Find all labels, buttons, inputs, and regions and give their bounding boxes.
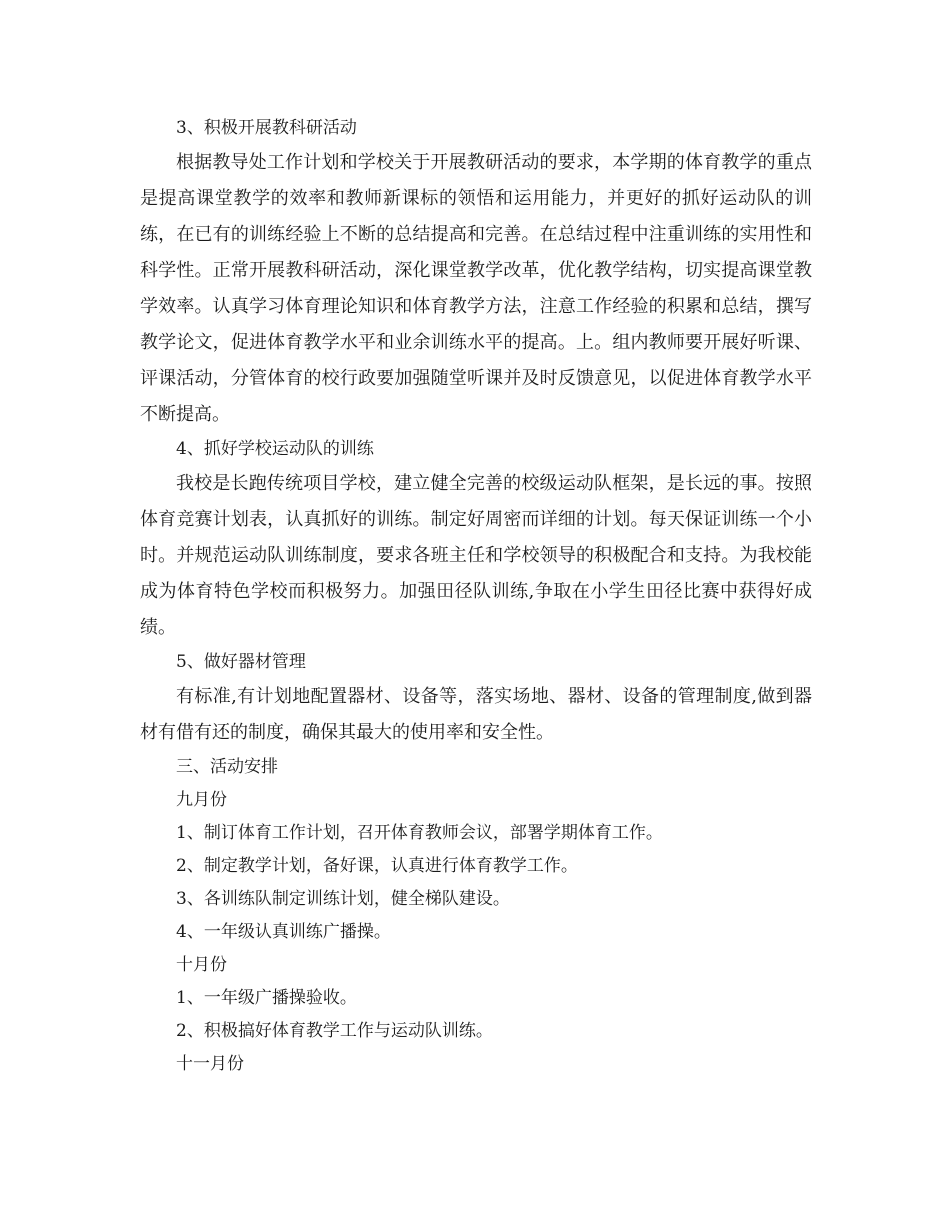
section-5-paragraph: 有标准,有计划地配置器材、设备等，落实场地、器材、设备的管理制度,做到器材有借有还的制度，确保其最大的使用率和安全性。 bbox=[140, 686, 812, 743]
list-item: 1、一年级广播操验收。 bbox=[176, 988, 357, 1008]
section-5-heading: 5、做好器材管理 bbox=[176, 652, 306, 672]
list-item: 3、各训练队制定训练计划，健全梯队建设。 bbox=[176, 889, 510, 909]
section-3-paragraph: 根据教导处工作计划和学校关于开展教研活动的要求，本学期的体育教学的重点是提高课堂教学的效率和教师新课标的领悟和运用能力，并更好的抓好运动队的训练，在已有的训练经验上不断的总结提高和完善。在总结过程中注重训练的实用性和科学性。正常开展教科研活动，深化课堂教学改革，优化教学结构，切实提高课堂教学效率。认真学习体育理论知识和体育教学方法，注意工作经验的积累和总结，撰写教学论文，促进体育教学水平和业余训练水平的提高。上。组内教师要开展好听课、评课活动，分管体育的校行政要加强随堂听课并及时反馈意见，以促进体育教学水平不断提高。 bbox=[140, 152, 812, 425]
part-3-heading: 三、活动安排 bbox=[176, 757, 278, 777]
list-item: 2、制定教学计划，备好课，认真进行体育教学工作。 bbox=[176, 856, 578, 876]
section-4-heading: 4、抓好学校运动队的训练 bbox=[176, 439, 374, 459]
list-item: 4、一年级认真训练广播操。 bbox=[176, 922, 391, 942]
october-title: 十月份 bbox=[176, 955, 227, 975]
september-title: 九月份 bbox=[176, 790, 227, 810]
document-content bbox=[140, 112, 812, 1081]
section-3-heading: 3、积极开展教科研活动 bbox=[176, 118, 357, 138]
list-item: 2、积极搞好体育教学工作与运动队训练。 bbox=[176, 1021, 493, 1041]
november-title: 十一月份 bbox=[176, 1054, 244, 1074]
section-4-paragraph: 我校是长跑传统项目学校，建立健全完善的校级运动队框架，是长远的事。按照体育竞赛计划表，认真抓好的训练。制定好周密而详细的计划。每天保证训练一个小时。并规范运动队训练制度，要求各班主任和学校领导的积极配合和支持。为我校能成为体育特色学校而积极努力。加强田径队训练,争取在小学生田径比赛中获得好成绩。 bbox=[140, 473, 812, 638]
list-item: 1、制订体育工作计划，召开体育教师会议，部署学期体育工作。 bbox=[176, 823, 663, 843]
